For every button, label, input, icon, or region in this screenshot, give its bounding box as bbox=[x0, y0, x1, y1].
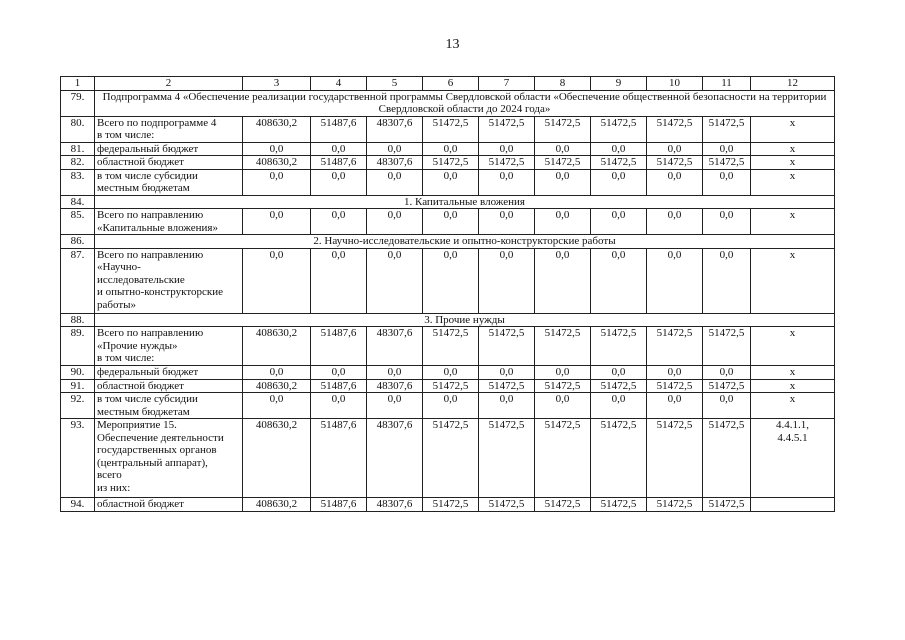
value-cell: 51487,6 bbox=[311, 327, 367, 366]
row-number: 81. bbox=[61, 142, 95, 156]
row-name: Всего по направлению «Научно- исследовательские и опытно-конструкторские работы» bbox=[95, 248, 243, 313]
value-cell: 51472,5 bbox=[423, 156, 479, 170]
value-cell: 51472,5 bbox=[423, 327, 479, 366]
row-number: 91. bbox=[61, 379, 95, 393]
value-cell: 48307,6 bbox=[367, 156, 423, 170]
value-cell: 0,0 bbox=[591, 248, 647, 313]
value-cell: 48307,6 bbox=[367, 116, 423, 142]
value-cell: 0,0 bbox=[703, 393, 751, 419]
target-indicator-cell: x bbox=[751, 156, 835, 170]
value-cell: 51472,5 bbox=[591, 379, 647, 393]
row-name: областной бюджет bbox=[95, 156, 243, 170]
section-title: Подпрограмма 4 «Обеспечение реализации государственной программы Свердловской области «Обеспечение общественной безопасности на территории Свердловской области до 2024 года» bbox=[95, 90, 835, 116]
section-title: 1. Капитальные вложения bbox=[95, 195, 835, 209]
row-name: областной бюджет bbox=[95, 379, 243, 393]
value-cell: 51487,6 bbox=[311, 419, 367, 498]
row-name: Всего по подпрограмме 4 в том числе: bbox=[95, 116, 243, 142]
value-cell: 51472,5 bbox=[479, 116, 535, 142]
target-indicator-cell: x bbox=[751, 393, 835, 419]
value-cell: 48307,6 bbox=[367, 498, 423, 512]
table-row bbox=[61, 393, 835, 419]
value-cell: 0,0 bbox=[647, 169, 703, 195]
value-cell: 0,0 bbox=[311, 209, 367, 235]
value-cell: 51487,6 bbox=[311, 116, 367, 142]
value-cell: 51472,5 bbox=[703, 116, 751, 142]
value-cell: 0,0 bbox=[591, 142, 647, 156]
value-cell: 51472,5 bbox=[647, 498, 703, 512]
value-cell: 0,0 bbox=[535, 142, 591, 156]
target-indicator-cell: x bbox=[751, 248, 835, 313]
column-header: 1 bbox=[61, 77, 95, 91]
value-cell: 0,0 bbox=[703, 366, 751, 380]
value-cell: 0,0 bbox=[703, 142, 751, 156]
row-name: Всего по направлению «Капитальные вложения» bbox=[95, 209, 243, 235]
value-cell: 51472,5 bbox=[703, 498, 751, 512]
table-row bbox=[61, 169, 835, 195]
value-cell: 0,0 bbox=[535, 366, 591, 380]
table-row bbox=[61, 419, 835, 498]
column-header-row bbox=[61, 77, 835, 91]
value-cell: 0,0 bbox=[367, 169, 423, 195]
value-cell: 0,0 bbox=[535, 169, 591, 195]
value-cell: 51472,5 bbox=[647, 379, 703, 393]
target-indicator-cell: x bbox=[751, 366, 835, 380]
page-number: 13 bbox=[445, 37, 460, 52]
value-cell: 0,0 bbox=[703, 248, 751, 313]
column-header: 6 bbox=[423, 77, 479, 91]
table-body bbox=[61, 77, 835, 512]
row-number: 90. bbox=[61, 366, 95, 380]
value-cell: 0,0 bbox=[591, 169, 647, 195]
value-cell: 0,0 bbox=[243, 248, 311, 313]
target-indicator-cell: x bbox=[751, 116, 835, 142]
target-indicator-cell: x bbox=[751, 169, 835, 195]
value-cell: 0,0 bbox=[703, 169, 751, 195]
value-cell: 51472,5 bbox=[591, 419, 647, 498]
value-cell: 0,0 bbox=[423, 393, 479, 419]
row-name: в том числе субсидии местным бюджетам bbox=[95, 169, 243, 195]
value-cell: 0,0 bbox=[535, 248, 591, 313]
section-row bbox=[61, 90, 835, 116]
column-header: 8 bbox=[535, 77, 591, 91]
row-name: Всего по направлению «Прочие нужды» в том числе: bbox=[95, 327, 243, 366]
value-cell: 51472,5 bbox=[535, 419, 591, 498]
column-header: 9 bbox=[591, 77, 647, 91]
row-number: 83. bbox=[61, 169, 95, 195]
row-number: 89. bbox=[61, 327, 95, 366]
row-name: Мероприятие 15. Обеспечение деятельности государственных органов (центральный аппарат), всего из них: bbox=[95, 419, 243, 498]
row-name: федеральный бюджет bbox=[95, 366, 243, 380]
target-indicator-cell: x bbox=[751, 379, 835, 393]
value-cell: 48307,6 bbox=[367, 379, 423, 393]
value-cell: 408630,2 bbox=[243, 419, 311, 498]
value-cell: 0,0 bbox=[423, 209, 479, 235]
value-cell: 51472,5 bbox=[535, 498, 591, 512]
row-number: 85. bbox=[61, 209, 95, 235]
value-cell: 51472,5 bbox=[703, 327, 751, 366]
section-row bbox=[61, 313, 835, 327]
row-number: 79. bbox=[61, 90, 95, 116]
value-cell: 51472,5 bbox=[647, 419, 703, 498]
value-cell: 0,0 bbox=[591, 393, 647, 419]
target-indicator-cell: x bbox=[751, 209, 835, 235]
value-cell: 0,0 bbox=[311, 393, 367, 419]
value-cell: 408630,2 bbox=[243, 498, 311, 512]
row-number: 86. bbox=[61, 235, 95, 249]
value-cell: 51472,5 bbox=[647, 327, 703, 366]
row-number: 87. bbox=[61, 248, 95, 313]
value-cell: 0,0 bbox=[647, 209, 703, 235]
table-row bbox=[61, 209, 835, 235]
section-row bbox=[61, 195, 835, 209]
column-header: 11 bbox=[703, 77, 751, 91]
value-cell: 0,0 bbox=[535, 209, 591, 235]
value-cell: 0,0 bbox=[311, 248, 367, 313]
value-cell: 51472,5 bbox=[535, 327, 591, 366]
table-row bbox=[61, 248, 835, 313]
value-cell: 51472,5 bbox=[703, 156, 751, 170]
value-cell: 0,0 bbox=[479, 169, 535, 195]
value-cell: 0,0 bbox=[243, 393, 311, 419]
value-cell: 0,0 bbox=[479, 209, 535, 235]
value-cell: 0,0 bbox=[243, 209, 311, 235]
value-cell: 0,0 bbox=[591, 366, 647, 380]
value-cell: 0,0 bbox=[243, 142, 311, 156]
value-cell: 0,0 bbox=[311, 366, 367, 380]
value-cell: 48307,6 bbox=[367, 327, 423, 366]
row-name: в том числе субсидии местным бюджетам bbox=[95, 393, 243, 419]
value-cell: 0,0 bbox=[591, 209, 647, 235]
row-number: 82. bbox=[61, 156, 95, 170]
value-cell: 0,0 bbox=[311, 169, 367, 195]
value-cell: 51472,5 bbox=[703, 419, 751, 498]
value-cell: 51472,5 bbox=[535, 379, 591, 393]
row-number: 80. bbox=[61, 116, 95, 142]
value-cell: 51487,6 bbox=[311, 156, 367, 170]
value-cell: 408630,2 bbox=[243, 327, 311, 366]
budget-table bbox=[60, 76, 835, 512]
column-header: 3 bbox=[243, 77, 311, 91]
value-cell: 0,0 bbox=[479, 142, 535, 156]
column-header: 4 bbox=[311, 77, 367, 91]
table-row bbox=[61, 366, 835, 380]
value-cell: 51472,5 bbox=[423, 419, 479, 498]
value-cell: 51472,5 bbox=[423, 116, 479, 142]
value-cell: 51472,5 bbox=[591, 498, 647, 512]
value-cell: 0,0 bbox=[535, 393, 591, 419]
value-cell: 0,0 bbox=[479, 248, 535, 313]
table-row bbox=[61, 156, 835, 170]
value-cell: 51487,6 bbox=[311, 498, 367, 512]
value-cell: 51472,5 bbox=[591, 116, 647, 142]
section-title: 3. Прочие нужды bbox=[95, 313, 835, 327]
value-cell: 0,0 bbox=[647, 142, 703, 156]
row-number: 92. bbox=[61, 393, 95, 419]
value-cell: 0,0 bbox=[423, 169, 479, 195]
target-indicator-cell: x bbox=[751, 327, 835, 366]
value-cell: 0,0 bbox=[423, 248, 479, 313]
table-row bbox=[61, 116, 835, 142]
value-cell: 0,0 bbox=[243, 366, 311, 380]
value-cell: 0,0 bbox=[311, 142, 367, 156]
row-number: 93. bbox=[61, 419, 95, 498]
table-row bbox=[61, 379, 835, 393]
value-cell: 0,0 bbox=[703, 209, 751, 235]
value-cell: 0,0 bbox=[479, 393, 535, 419]
value-cell: 0,0 bbox=[367, 142, 423, 156]
value-cell: 48307,6 bbox=[367, 419, 423, 498]
value-cell: 51472,5 bbox=[647, 116, 703, 142]
value-cell: 0,0 bbox=[647, 366, 703, 380]
value-cell: 0,0 bbox=[647, 393, 703, 419]
target-indicator-cell: x bbox=[751, 142, 835, 156]
value-cell: 0,0 bbox=[479, 366, 535, 380]
table-row bbox=[61, 498, 835, 512]
value-cell: 51472,5 bbox=[535, 116, 591, 142]
column-header: 2 bbox=[95, 77, 243, 91]
value-cell: 51472,5 bbox=[703, 379, 751, 393]
section-row bbox=[61, 235, 835, 249]
value-cell: 51472,5 bbox=[423, 379, 479, 393]
value-cell: 0,0 bbox=[423, 366, 479, 380]
row-name: федеральный бюджет bbox=[95, 142, 243, 156]
value-cell: 51472,5 bbox=[591, 156, 647, 170]
value-cell: 408630,2 bbox=[243, 379, 311, 393]
value-cell: 51472,5 bbox=[479, 379, 535, 393]
target-indicator-cell bbox=[751, 498, 835, 512]
value-cell: 51472,5 bbox=[479, 156, 535, 170]
row-name: областной бюджет bbox=[95, 498, 243, 512]
value-cell: 51472,5 bbox=[535, 156, 591, 170]
section-title: 2. Научно-исследовательские и опытно-конструкторские работы bbox=[95, 235, 835, 249]
column-header: 5 bbox=[367, 77, 423, 91]
value-cell: 0,0 bbox=[367, 209, 423, 235]
value-cell: 51472,5 bbox=[479, 498, 535, 512]
column-header: 12 bbox=[751, 77, 835, 91]
value-cell: 0,0 bbox=[367, 366, 423, 380]
column-header: 7 bbox=[479, 77, 535, 91]
value-cell: 0,0 bbox=[243, 169, 311, 195]
value-cell: 51472,5 bbox=[647, 156, 703, 170]
value-cell: 51472,5 bbox=[591, 327, 647, 366]
value-cell: 408630,2 bbox=[243, 116, 311, 142]
value-cell: 51487,6 bbox=[311, 379, 367, 393]
row-number: 88. bbox=[61, 313, 95, 327]
row-number: 84. bbox=[61, 195, 95, 209]
value-cell: 51472,5 bbox=[479, 327, 535, 366]
row-number: 94. bbox=[61, 498, 95, 512]
value-cell: 51472,5 bbox=[423, 498, 479, 512]
table-row bbox=[61, 327, 835, 366]
table-row bbox=[61, 142, 835, 156]
target-indicator-cell: 4.4.1.1, 4.4.5.1 bbox=[751, 419, 835, 498]
value-cell: 51472,5 bbox=[479, 419, 535, 498]
value-cell: 0,0 bbox=[647, 248, 703, 313]
value-cell: 0,0 bbox=[367, 248, 423, 313]
value-cell: 0,0 bbox=[367, 393, 423, 419]
value-cell: 408630,2 bbox=[243, 156, 311, 170]
value-cell: 0,0 bbox=[423, 142, 479, 156]
column-header: 10 bbox=[647, 77, 703, 91]
